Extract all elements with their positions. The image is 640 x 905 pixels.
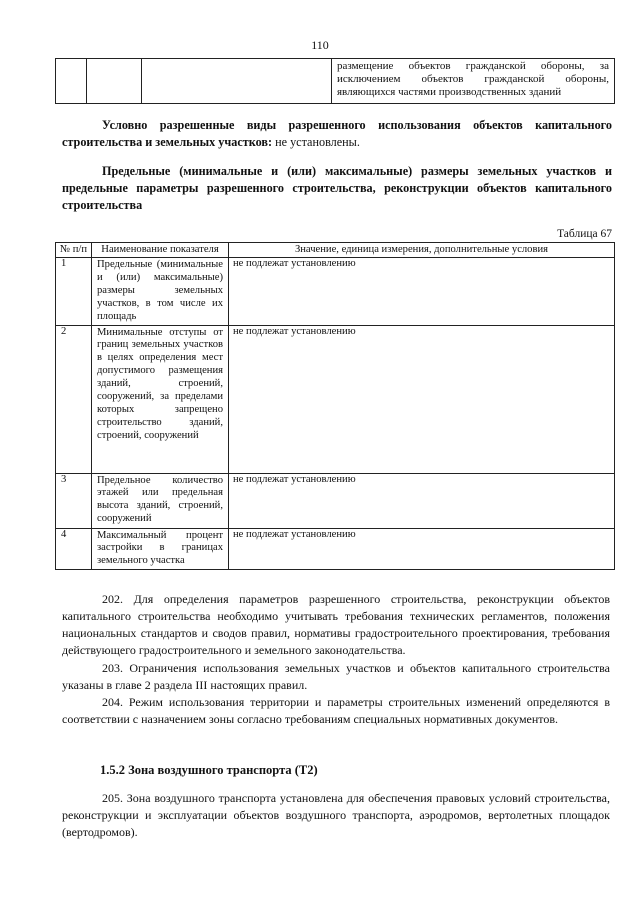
paragraph-202: 202. Для определения параметров разрешенного строительства, реконструкции объектов капитального строительства необходимо учитывать требования технических регламентов, положения национальных стандартов и сводов правил, нормативы градостроительного проектирования, требования действующего градостроительного и земельного законодательства. — [62, 592, 610, 657]
table-label: Таблица 67 — [557, 228, 612, 240]
row-num: 1 — [56, 258, 92, 326]
paragraph-205: 205. Зона воздушного транспорта установлена для обеспечения правовых условий строительства, реконструкции и эксплуатации объектов воздушного транспорта, аэродромов, вертолетных площадок (вертодромов). — [62, 791, 610, 839]
parameters-table — [55, 242, 615, 570]
table-cell — [142, 59, 332, 104]
section-subheading: 1.5.2 Зона воздушного транспорта (Т2) — [100, 763, 318, 777]
conditional-uses-value: не установлены. — [272, 135, 360, 149]
header-value: Значение, единица измерения, дополнительные условия — [229, 243, 615, 258]
conditional-uses-label: Условно разрешенные виды разрешенного использования объектов капитального строительства и земельных участков: — [62, 118, 612, 149]
row-name: Минимальные отступы от границ земельных участков в целях определения мест допустимого размещения зданий, строений, сооружений, за пределами которых запрещено строительство зданий, строений, сооружений — [92, 325, 229, 473]
table-cell — [56, 59, 87, 104]
row-name: Предельные (минимальные и (или) максимальные) размеры земельных участков, в том числе их площадь — [92, 258, 229, 326]
row-num: 2 — [56, 325, 92, 473]
row-value: не подлежат установлению — [229, 473, 615, 528]
row-value: не подлежат установлению — [229, 528, 615, 570]
table-row — [56, 258, 615, 326]
row-num: 3 — [56, 473, 92, 528]
conditional-uses-heading — [62, 117, 612, 151]
table-cell — [87, 59, 142, 104]
table-row — [56, 528, 615, 570]
row-value: не подлежат установлению — [229, 258, 615, 326]
page-number: 110 — [311, 38, 329, 52]
paragraph-204: 204. Режим использования территории и параметры строительных изменений определяются в соответствии с назначением зоны согласно требованиям специальных нормативных документов. — [62, 695, 610, 726]
paragraph-203: 203. Ограничения использования земельных участков и объектов капитального строительства указаны в главе 2 раздела III настоящих правил. — [62, 661, 610, 692]
table-row — [56, 473, 615, 528]
row-name: Предельное количество этажей или предельная высота зданий, строений, сооружений — [92, 473, 229, 528]
limits-heading: Предельные (минимальные и (или) максимальные) размеры земельных участков и предельные параметры разрешенного строительства, реконструкции объектов капитального строительства — [62, 164, 612, 212]
row-num: 4 — [56, 528, 92, 570]
header-num: № п/п — [56, 243, 92, 258]
row-value: не подлежат установлению — [229, 325, 615, 473]
table-header-row — [56, 243, 615, 258]
table-row — [56, 325, 615, 473]
continued-table — [55, 58, 615, 104]
continued-text: размещение объектов гражданской обороны, за исключением объектов гражданской обороны, являющихся частями производственных зданий — [332, 59, 615, 104]
header-name: Наименование показателя — [92, 243, 229, 258]
table-row — [56, 59, 615, 104]
row-name: Максимальный процент застройки в границах земельного участка — [92, 528, 229, 570]
